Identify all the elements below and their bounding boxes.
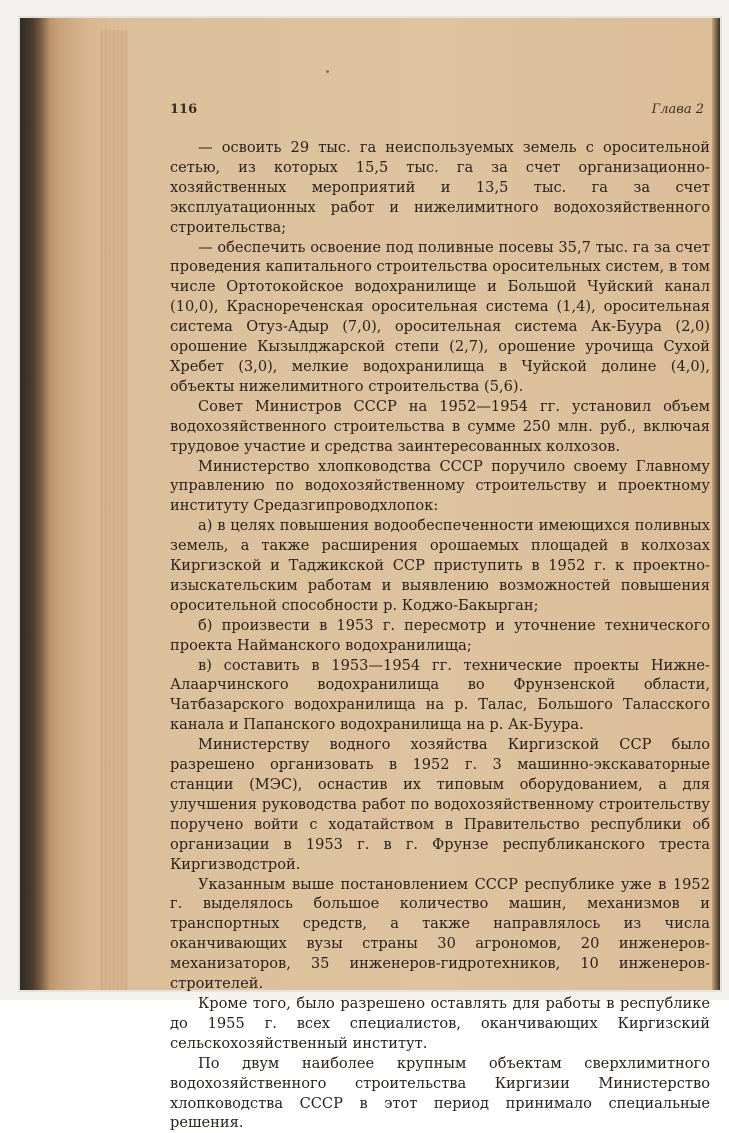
- paragraph: в) составить в 1953—1954 гг. технические проекты Нижне-Алаарчинского водохранилища во Фрунзенской области, Чатбазарского водохранилища на р. Талас, Большого Таласского канала и Папанского водохранилища на р. Ак-Буура.: [170, 656, 710, 734]
- page-number: 116: [170, 102, 198, 117]
- paragraph: а) в целях повышения водообеспеченности имеющихся поливных земель, а также расширения орошаемых площадей в колхозах Киргизской и Таджикской ССР приступить в 1952 г. к проектно-изыскательским работам и выявлению возможностей повышения оросительной способности р. Коджо-Бакырган;: [170, 517, 710, 614]
- paragraph: Указанным выше постановлением СССР республике уже в 1952 г. выделялось большое количество машин, механизмов и транспортных средств, а также направлялось из числа оканчивающих вузы страны 30 агрономов, 20 инженеров-механизаторов, 35 инженеров-гидротехников, 10 инженеров-строителей.: [170, 875, 710, 993]
- paragraph: Министерство хлопководства СССР поручило своему Главному управлению по водохозяйственному строительству и проектному институту Средазгипроводхлопок:: [170, 457, 710, 515]
- paragraph: — освоить 29 тыс. га неиспользуемых земель с оросительной сетью, из которых 15,5 тыс. га за счет организационно-хозяйственных мероприятий и 13,5 тыс. га за счет эксплуатационных работ и нижелимитного водохозяйственного строительства;: [170, 139, 710, 236]
- page-edges: [100, 30, 128, 990]
- paragraph: Министерству водного хозяйства Киргизской ССР было разрешено организовать в 1952 г. 3 машинно-экскаваторные станции (МЭС), оснастив их типовым оборудованием, а для улучшения руководства работ по водохозяйственному строительству поручено войти с ходатайством в Правительство республики об организации в 1953 г. в г. Фрунзе республиканского треста Киргизводстрой.: [170, 736, 710, 873]
- paragraph: б) произвести в 1953 г. пересмотр и уточнение технического проекта Найманского водохранилища;: [170, 616, 710, 654]
- right-page-edge: [712, 18, 720, 990]
- binding-shadow: [20, 18, 50, 990]
- paragraph: По двум наиболее крупным объектам сверхлимитного водохозяйственного строительства Киргизии Министерство хлопководства СССР в этот период принимало специальные решения.: [170, 1054, 710, 1132]
- body-text: [170, 138, 710, 1133]
- running-header: [170, 102, 710, 122]
- chapter-title: Глава 2: [651, 102, 704, 117]
- book-page: [128, 30, 712, 1132]
- speck-mark: [326, 70, 329, 73]
- paragraph: Совет Министров СССР на 1952—1954 гг. установил объем водохозяйственного строительства в сумме 250 млн. руб., включая трудовое участие и средства заинтересованных колхозов.: [170, 397, 710, 455]
- paragraph: Кроме того, было разрешено оставлять для работы в республике до 1955 г. всех специалистов, оканчивающих Киргизский сельскохозяйственный институт.: [170, 994, 710, 1052]
- paragraph: — обеспечить освоение под поливные посевы 35,7 тыс. га за счет проведения капитального строительства оросительных систем, в том числе Ортотокойское водохранилище и Большой Чуйский канал (10,0), Краснореченская оросительная система (1,4), оросительная система Отуз-Адыр (7,0), оросительная система Ак-Буура (2,0) орошение Кызылджарской степи (2,7), орошение урочища Сухой Хребет (3,0), мелкие водохранилища в Чуйской долине (4,0), объекты нижелимитного строительства (5,6).: [170, 238, 710, 395]
